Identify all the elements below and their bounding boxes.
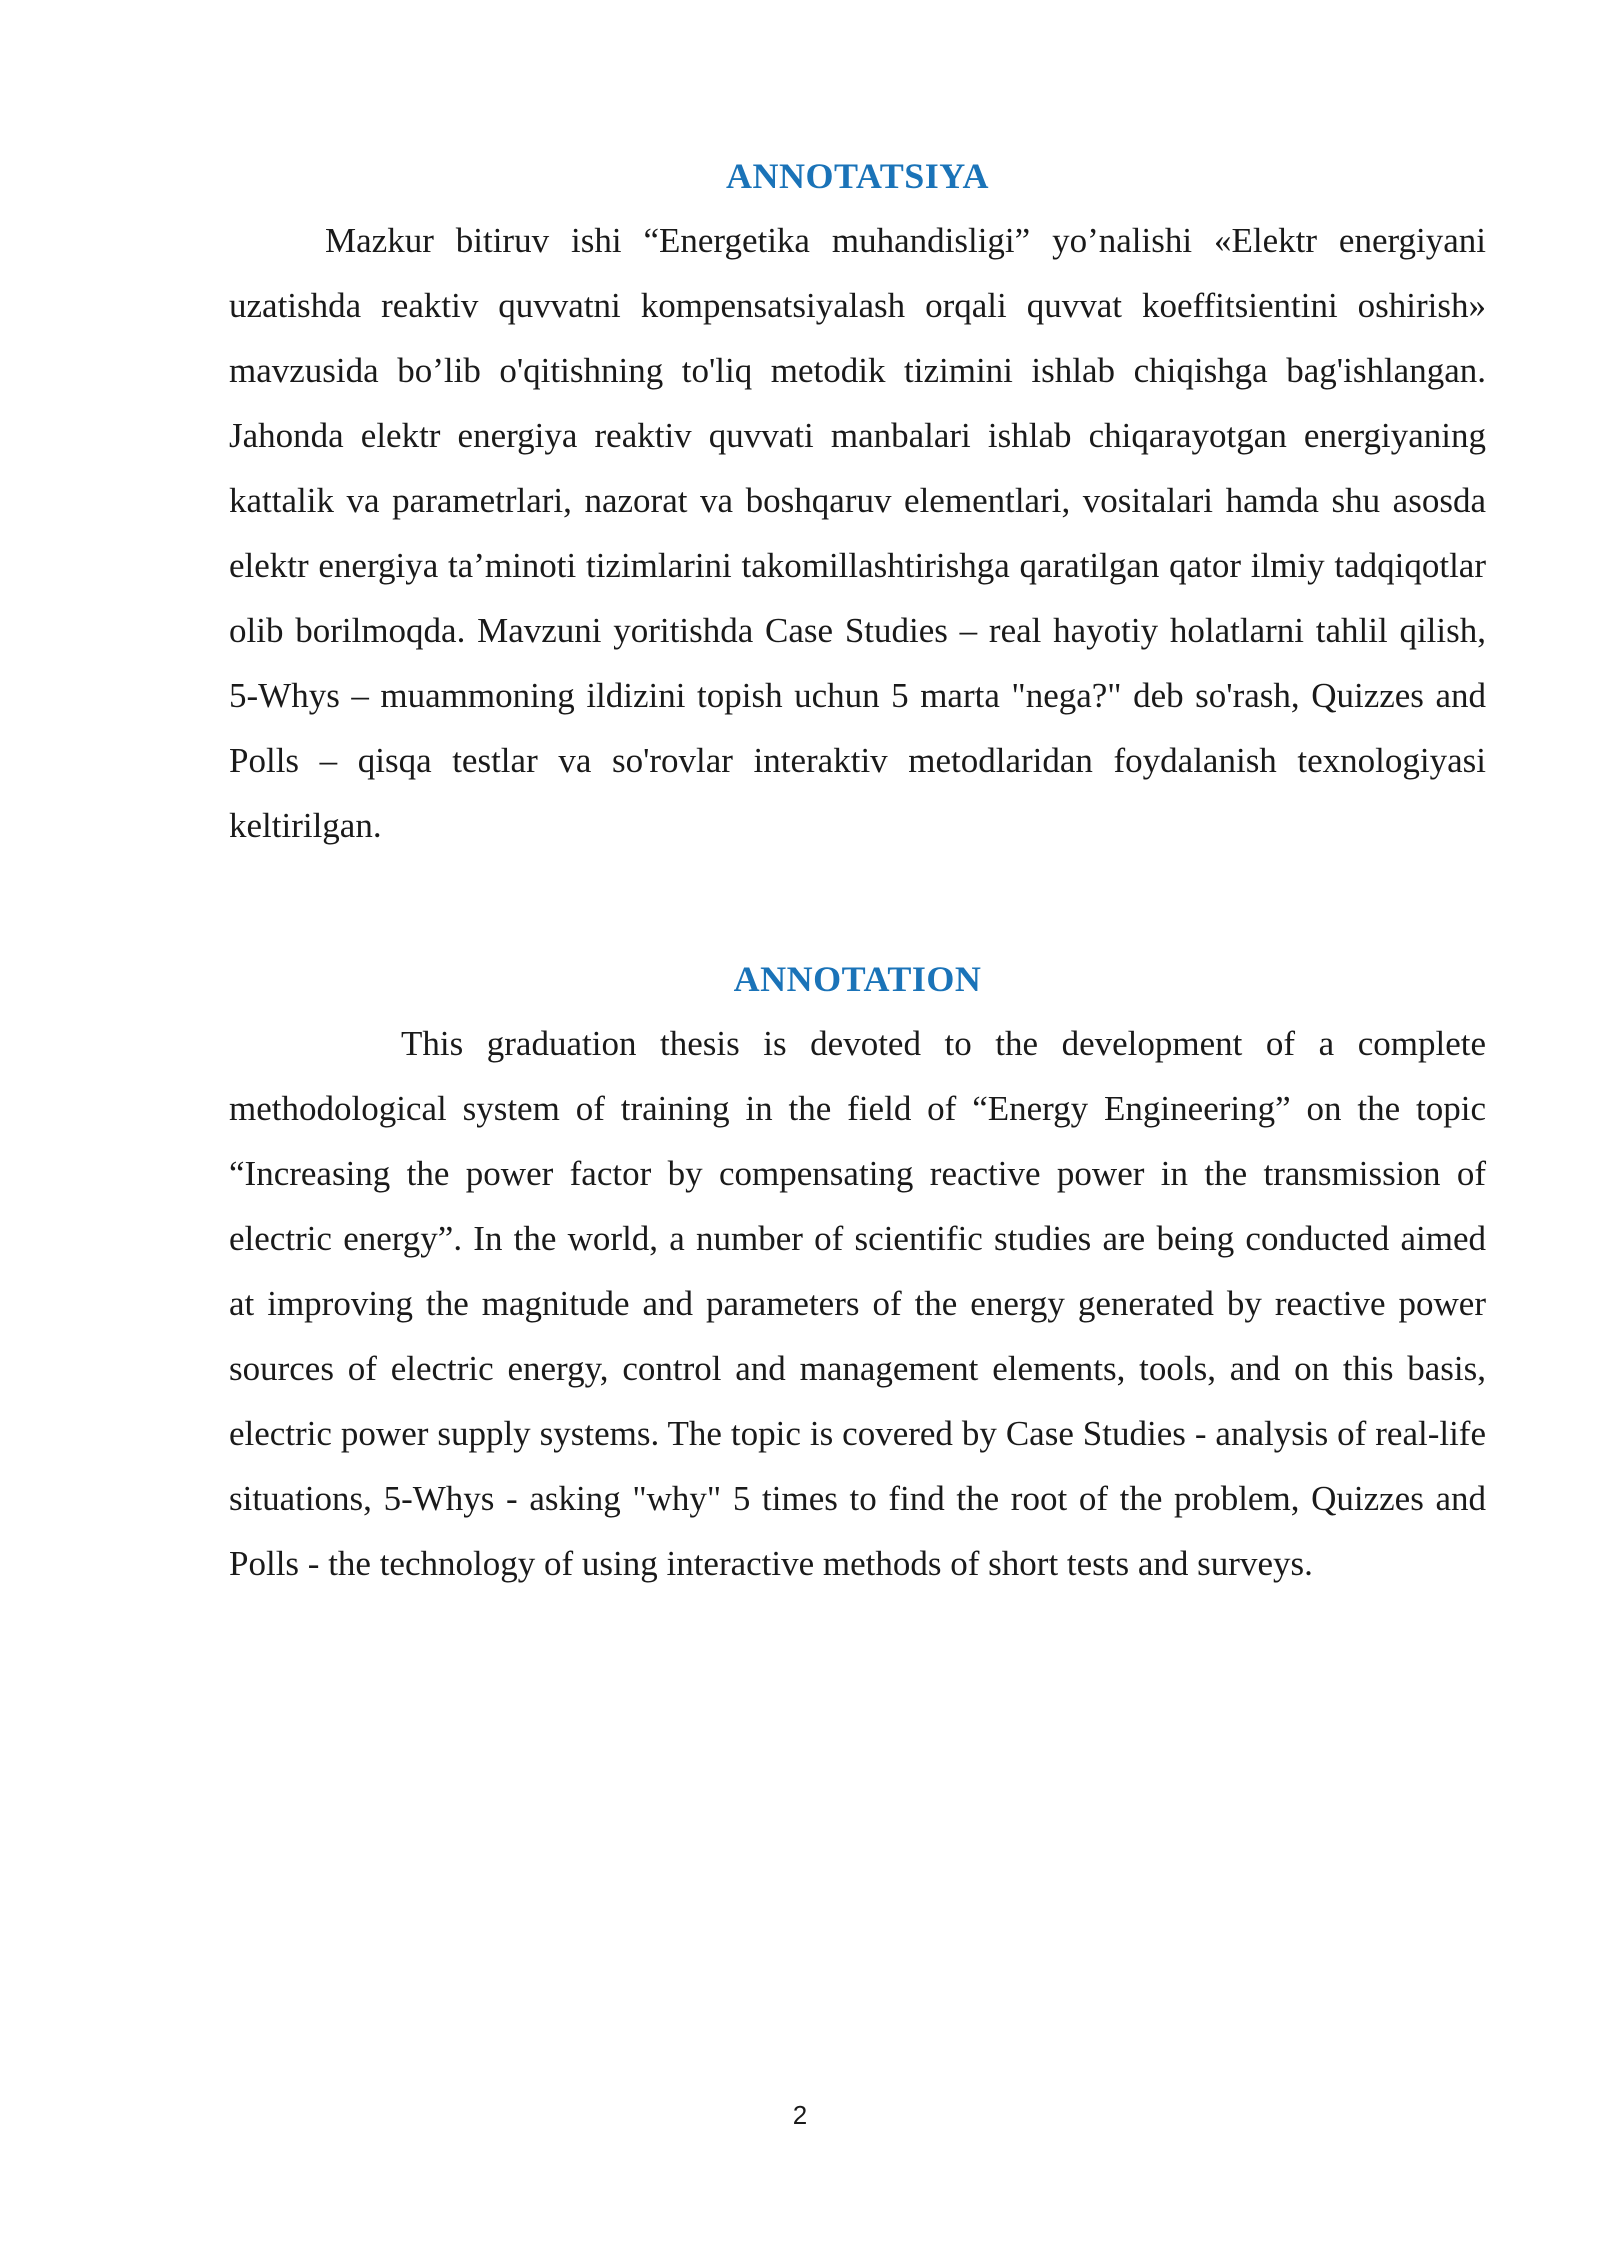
uz-annotation-title: ANNOTATSIYA xyxy=(726,156,989,196)
en-annotation-text: This graduation thesis is devoted to the development of a complete methodological system of training in the field of “Energy Engineering” on the topic “Increasing the power factor by compensating reactive power in the transmission of electric energy”. In the world, a number of scientific studies are being conducted aimed at improving the magnitude and parameters of the energy generated by reactive power sources of electric energy, control and management elements, tools, and on this basis, electric power supply systems. The topic is covered by Case Studies - analysis of real-life situations, 5-Whys - asking "why" 5 times to find the root of the problem, Quizzes and Polls - the technology of using interactive methods of short tests and surveys. xyxy=(229,1024,1486,1583)
uz-annotation-text: Mazkur bitiruv ishi “Energetika muhandisligi” yo’nalishi «Elektr energiyani uzatishda reaktiv quvvatni kompensatsiyalash orqali quvvat koeffitsientini oshirish» mavzusida bo’lib o'qitishning to'liq metodik tizimini ishlab chiqishga bag'ishlangan. Jahonda elektr energiya reaktiv quvvati manbalari ishlab chiqarayotgan energiyaning kattalik va parametrlari, nazorat va boshqaruv elementlari, vositalari hamda shu asosda elektr energiya ta’minoti tizimlarini takomillashtirishga qaratilgan qator ilmiy tadqiqotlar olib borilmoqda. Mavzuni yoritishda Case Studies – real hayotiy holatlarni tahlil qilish, 5-Whys – muammoning ildizini topish uchun 5 marta "nega?" deb so'rash, Quizzes and Polls – qisqa testlar va so'rovlar interaktiv metodlaridan foydalanish texnologiyasi keltirilgan. xyxy=(229,221,1486,845)
page-content xyxy=(229,150,1486,1596)
en-annotation-title: ANNOTATION xyxy=(733,959,982,999)
page-number: 2 xyxy=(792,2100,808,2130)
